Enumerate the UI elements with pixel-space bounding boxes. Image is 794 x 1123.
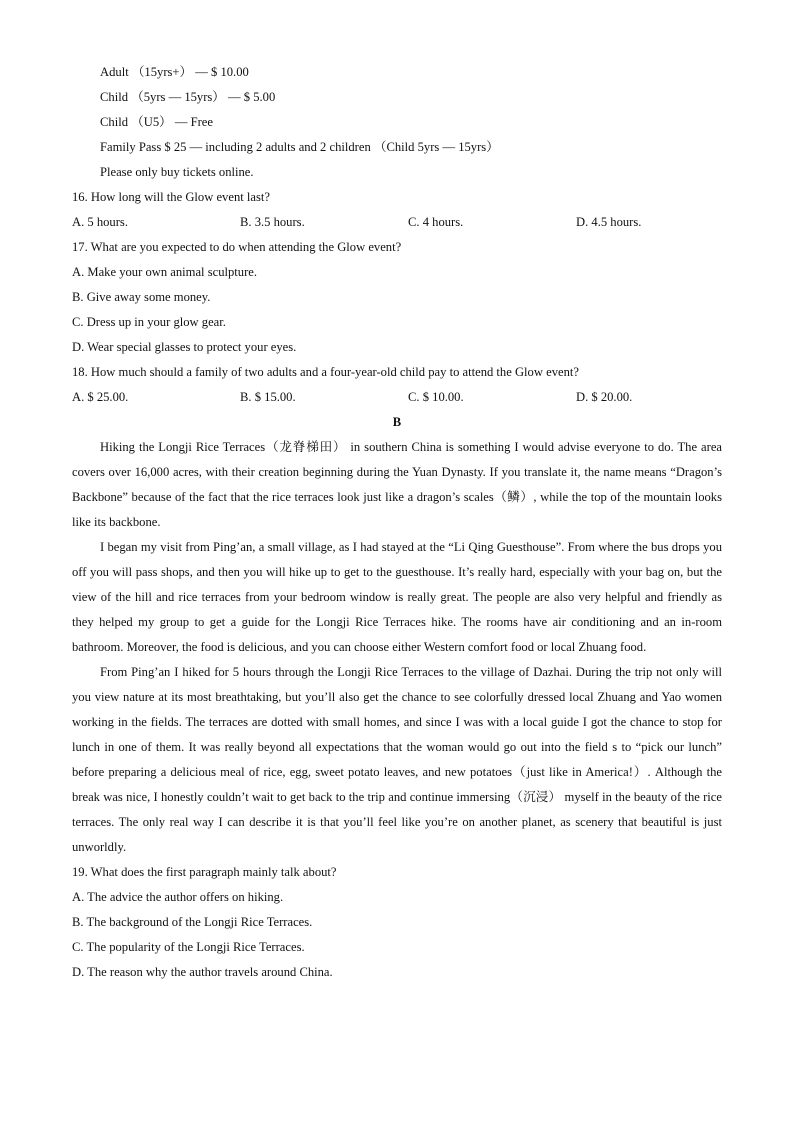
option-b: B. The background of the Longji Rice Terraces.: [72, 915, 313, 929]
option-c: C. $ 10.00.: [408, 390, 464, 404]
option-b: B. Give away some money.: [72, 290, 211, 304]
option-c: C. Dress up in your glow gear.: [72, 315, 226, 329]
question-19: [72, 860, 722, 985]
question-text: 16. How long will the Glow event last?: [72, 190, 270, 204]
passage-paragraph-2: I began my visit from Ping’an, a small village, as I had stayed at the “Li Qing Guesthouse”. From where the bus drops you off you will pass shops, and then you will hike up to get to the guesthouse. It’s really hard, especially with your bag on, but the view of the hill and rice terraces from your bedroom window is really great. The people are also very helpful and friendly as they helped my group to get a guide for the Longji Rice Terraces hike. The rooms have air conditioning and an in-room bathroom. Moreover, the food is delicious, and you can choose either Western comfort food or local Zhuang food.: [72, 540, 722, 654]
option-c: C. 4 hours.: [408, 215, 464, 229]
option-b: B. 3.5 hours.: [240, 215, 305, 229]
section-b-title: B: [392, 415, 402, 429]
options-row: [72, 210, 722, 235]
option-a: A. The advice the author offers on hiking.: [72, 890, 284, 904]
option-a: A. 5 hours.: [72, 215, 128, 229]
page-content: [72, 60, 722, 985]
option-a: A. Make your own animal sculpture.: [72, 265, 258, 279]
passage-paragraph-3: From Ping’an I hiked for 5 hours through the Longji Rice Terraces to the village of Dazhai. During the trip not only will you view nature at its most breathtaking, but you’ll also get the chance to see colorfully dressed local Zhuang and Yao women working in the fields. The terraces are dotted with small homes, and since I was with a local guide I got the chance to stop for lunch in one of them. It was really beyond all expectations that the woman would go out into the field s to “pick our lunch” before preparing a delicious meal of rice, egg, sweet potato leaves, and new potatoes（just like in America!）. Although the break was nice, I honestly couldn’t wait to get back to the trip and continue immersing（沉浸） myself in the beauty of the rice terraces. The only real way I can describe it is that you’ll feel like you’re on another planet, as scenery that beautiful is just unworldly.: [72, 665, 722, 854]
option-d: D. The reason why the author travels around China.: [72, 965, 333, 979]
question-text: 19. What does the first paragraph mainly talk about?: [72, 865, 337, 879]
ticket-note: Please only buy tickets online.: [100, 165, 254, 179]
option-d: D. 4.5 hours.: [576, 215, 642, 229]
option-d: D. Wear special glasses to protect your eyes.: [72, 340, 297, 354]
option-b: B. $ 15.00.: [240, 390, 296, 404]
ticket-family-pass: Family Pass $ 25 — including 2 adults and 2 children （Child 5yrs — 15yrs）: [100, 140, 499, 154]
option-c: C. The popularity of the Longji Rice Terraces.: [72, 940, 305, 954]
option-d: D. $ 20.00.: [576, 390, 633, 404]
question-16: [72, 185, 722, 235]
ticket-prices: [72, 60, 722, 185]
question-17: [72, 235, 722, 360]
reading-passage: [72, 435, 722, 860]
option-a: A. $ 25.00.: [72, 390, 129, 404]
ticket-child: Child （5yrs — 15yrs） — $ 5.00: [100, 90, 276, 104]
ticket-adult: Adult （15yrs+） — $ 10.00: [100, 65, 249, 79]
ticket-under5: Child （U5） — Free: [100, 115, 213, 129]
question-18: [72, 360, 722, 410]
question-text: 17. What are you expected to do when attending the Glow event?: [72, 240, 402, 254]
question-text: 18. How much should a family of two adults and a four-year-old child pay to attend the Glow event?: [72, 365, 579, 379]
options-row: [72, 385, 722, 410]
passage-paragraph-1: Hiking the Longji Rice Terraces（龙脊梯田） in southern China is something I would advise everyone to do. The area covers over 16,000 acres, with their creation beginning during the Yuan Dynasty. If you translate it, the name means “Dragon’s Backbone” because of the fact that the rice terraces look just like a dragon’s scales（鳞）, while the top of the mountain looks like its backbone.: [72, 440, 722, 529]
